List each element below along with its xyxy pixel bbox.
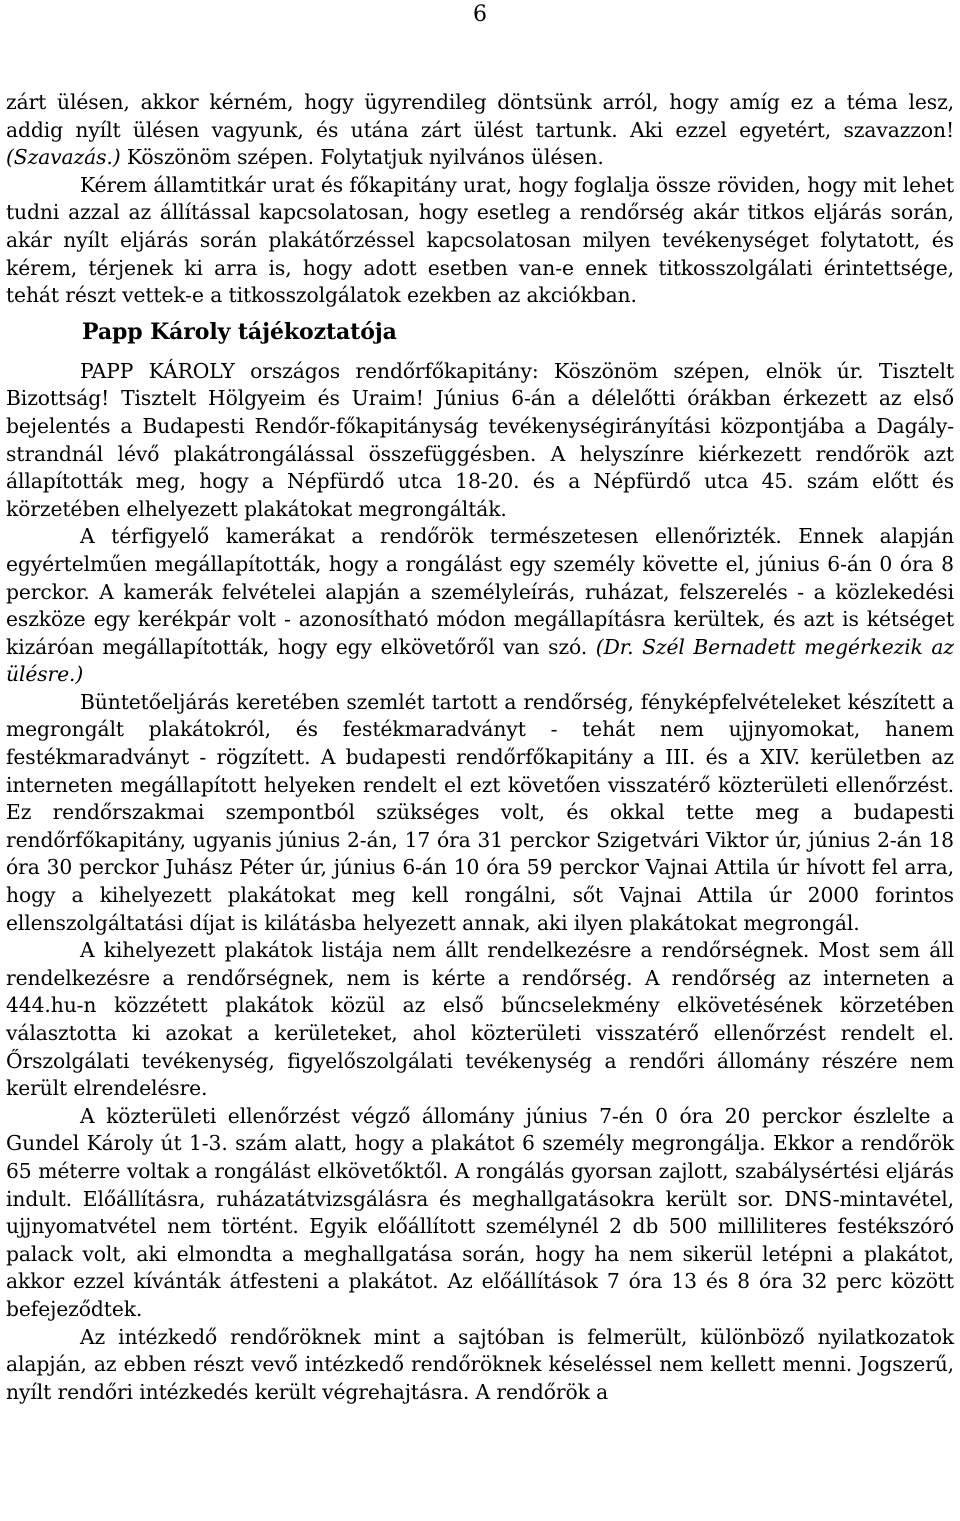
paragraph-text: országos rendőrfőkapitány: Köszönöm szépen, elnök úr. Tisztelt Bizottság! Tisztelt Hölgyeim és Uraim! Június 6-án a délelőtti órákban érkezett az első bejelentés a Budapesti Rendőr-főkapitányság tevékenységirányítási központjába a Dagály-strandnál lévő plakátrongálással összefüggésben. A helyszínre kiérkezett rendőrök azt állapították meg, hogy a Népfürdő utca 18-20. és a Népfürdő utca 45. szám előtt és körzetében elhelyezett plakátokat megrongálták.	[6, 358, 954, 521]
paragraph-text: zárt ülésen, akkor kérném, hogy ügyrendileg döntsünk arról, hogy amíg ez a téma lesz, addig nyílt ülésen vagyunk, és utána zárt ülést tartunk. Aki ezzel egyetért, szavazzon!	[6, 90, 954, 142]
paragraph-poster-list: A kihelyezett plakátok listája nem állt rendelkezésre a rendőrségnek. Most sem áll rendelkezésre a rendőrségnek, nem is kérte a rendőrség. A rendőrség az interneten a 444.hu-n közzétett plakátok közül az első bűncselekmény elkövetésének körzetében választotta ki azokat a kerületeket, ahol közterületi visszatérő ellenőrzést rendelt el. Őrszolgálati tevékenység, figyelőszolgálati tevékenység a rendőri állomány részére nem került elrendelésre.	[6, 938, 954, 1101]
italic-remark: (Szavazás.)	[6, 145, 121, 170]
italic-remark: (Dr. Szél Bernadett megérkezik az ülésre.)	[6, 634, 954, 687]
paragraph-criminal-proceedings: Büntetőeljárás keretében szemlét tartott a rendőrség, fényképfelvételeket készített a megrongált plakátokról, és festékmaradványt - tehát nem ujjnyomokat, hanem festékmaradványt - rögzített. A budapesti rendőrfőkapitány a III. és a XIV. kerületben az interneten megállapított helyeken rendelt el ezt követően visszatérő közterületi ellenőrzést. Ez rendőrszakmai szempontból szükséges volt, és okkal tette meg a budapesti rendőrfőkapitány, ugyanis június 2-án, 17 óra 31 perckor Szigetvári Viktor úr, június 2-án 18 óra 30 perckor Juhász Péter úr, június 6-án 10 óra 59 perckor Vajnai Attila úr hívott fel arra, hogy a kihelyezett plakátokat meg kell rongálni, sőt Vajnai Attila úr 2000 forintos ellenszolgáltatási díjat is kilátásba helyezett annak, aki ilyen plakátokat megrongál.	[6, 689, 954, 935]
paragraph-officers: Az intézkedő rendőröknek mint a sajtóban is felmerült, különböző nyilatkozatok alapján, az ebben részt vevő intézkedő rendőröknek késeléssel nem kellett menni. Jogszerű, nyílt rendőri intézkedés került végrehajtásra. A rendőrök a	[6, 1324, 954, 1404]
paragraph-text: Köszönöm szépen. Folytatjuk nyilvános ülésen.	[120, 145, 604, 170]
paragraph-cameras	[6, 523, 954, 689]
paragraph-request: Kérem államtitkár urat és főkapitány urat, hogy foglalja össze röviden, hogy mit lehet tudni azzal az állítással kapcsolatosan, hogy esetleg a rendőrség akár titkos eljárás során, akár nyílt eljárás során plakátőrzéssel kapcsolatosan milyen tevékenységet folytatott, és kérem, térjenek ki arra is, hogy adott esetben van-e ennek titkosszolgálati érintettsége, tehát részt vettek-e a titkosszolgálatok ezekben az akciókban.	[6, 172, 954, 308]
section-heading: Papp Károly tájékoztatója	[82, 318, 397, 345]
paragraph-gundel: A közterületi ellenőrzést végző állomány június 7-én 0 óra 20 perckor észlelte a Gundel Károly út 1-3. szám alatt, hogy a plakátot 6 személy megrongálja. Ekkor a rendőrök 65 méterre voltak a rongálást elkövetőktől. A rongálás gyorsan zajlott, szabálysértési eljárás indult. Előállításra, ruházatátvizsgálásra és meghallgatásokra került sor. DNS-mintavétel, ujjnyomatvétel nem történt. Egyik előállított személynél 2 db 500 milliliteres festékszóró palack volt, aki elmondta a meghallgatása során, hogy ha nem sikerül letépni a plakátot, akkor ezzel kívánták átfesteni a plakátot. Az előállítások 7 óra 13 és 8 óra 32 perc között befejeződtek.	[6, 1103, 954, 1321]
page-number: 6	[473, 2, 487, 27]
paragraph-text: A térfigyelő kamerákat a rendőrök természetesen ellenőrizték. Ennek alapján egyértelműen megállapították, hogy a rongálást egy személy követte el, június 6-án 0 óra 8 perckor. A kamerák felvételei alapján a személyleírás, ruházat, felszerelés - a közlekedési eszköze egy kerékpár volt - azonosítható módon megállapításra kerültek, és azt is kétséget kizáróan megállapították, hogy egy elkövetőről van szó.	[6, 524, 954, 659]
paragraph-speaker-intro	[6, 358, 954, 524]
paragraph-voting	[6, 89, 954, 172]
speaker-name: PAPP KÁROLY	[80, 358, 235, 383]
document-body	[6, 89, 954, 1406]
